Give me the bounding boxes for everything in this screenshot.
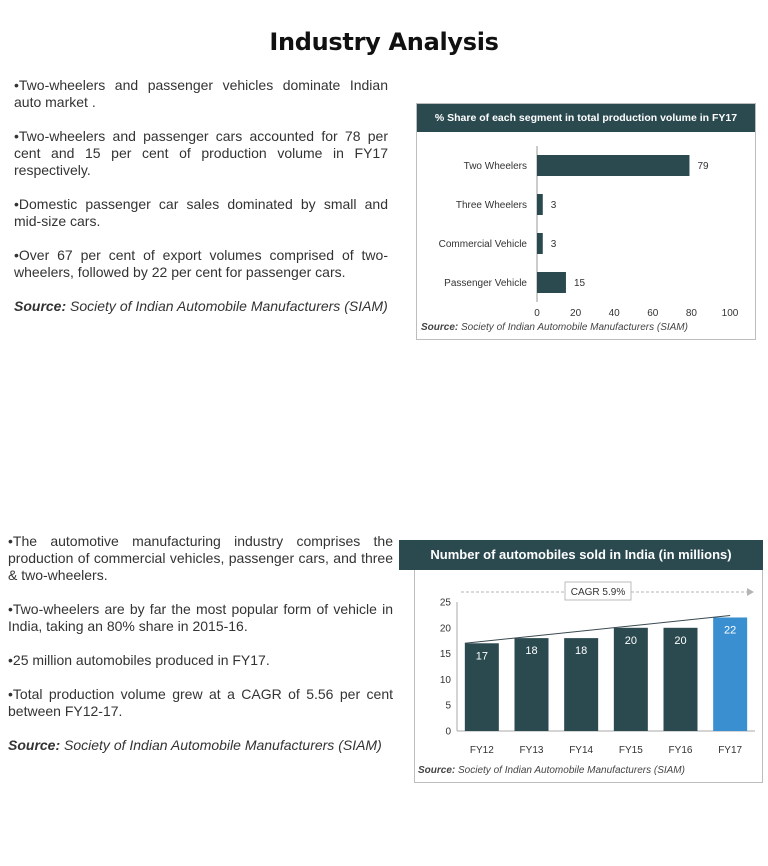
section1-bullet-1: • Two-wheelers and passenger vehicles dominate Indian auto market . bbox=[14, 77, 388, 111]
chart1-bar bbox=[537, 155, 689, 176]
chart2-x-tick-label: FY14 bbox=[569, 745, 594, 756]
section2-bullet-1: • The automotive manufacturing industry comprises the production of commercial vehicles, passenger cars, and three & two-wheelers. bbox=[8, 533, 393, 584]
chart2-cagr-arrow-icon bbox=[747, 588, 754, 596]
chart2-y-tick-label: 25 bbox=[439, 597, 451, 609]
chart2-data-label: 18 bbox=[575, 645, 588, 658]
chart2-y-tick-label: 20 bbox=[439, 623, 451, 635]
chart2-source bbox=[418, 765, 685, 776]
chart1-plot bbox=[417, 132, 755, 322]
chart2-data-label: 20 bbox=[674, 634, 687, 647]
chart2-x-tick-label: FY16 bbox=[668, 745, 693, 756]
chart2-data-label: 22 bbox=[724, 624, 737, 637]
chart1-x-tick-label: 20 bbox=[570, 308, 582, 319]
chart1-source-label: Source: bbox=[421, 322, 459, 333]
chart2-y-tick-label: 15 bbox=[439, 649, 451, 661]
chart2-y-tick-label: 5 bbox=[445, 700, 451, 712]
chart1-category-label: Passenger Vehicle bbox=[444, 278, 527, 289]
chart2-plot bbox=[415, 570, 763, 762]
chart1-x-tick-label: 60 bbox=[647, 308, 659, 319]
section2-source-text: Society of Indian Automobile Manufacturers (SIAM) bbox=[64, 737, 382, 753]
chart1-data-label: 79 bbox=[697, 161, 709, 172]
section2-text bbox=[8, 533, 393, 771]
section1-bullet-3: • Domestic passenger car sales dominated by small and mid-size cars. bbox=[14, 196, 388, 230]
section2-source-label: Source: bbox=[8, 737, 61, 753]
chart1-data-label: 3 bbox=[550, 239, 557, 250]
chart2-data-label: 20 bbox=[624, 634, 637, 647]
chart1-x-tick-label: 80 bbox=[685, 308, 697, 319]
chart2-x-tick-label: FY17 bbox=[718, 745, 743, 756]
section2-bullet-4: • Total production volume grew at a CAGR of 5.56 per cent between FY12-17. bbox=[8, 686, 393, 720]
chart1-x-tick-label: 0 bbox=[534, 308, 540, 319]
chart1-bar bbox=[537, 233, 543, 254]
chart1-bar bbox=[537, 194, 543, 215]
chart1-bar bbox=[537, 272, 566, 293]
chart1-category-label: Two Wheelers bbox=[463, 161, 527, 172]
section1-source-text: Society of Indian Automobile Manufacturers (SIAM) bbox=[70, 298, 388, 314]
chart2-x-tick-label: FY12 bbox=[469, 745, 494, 756]
chart2-cagr-annotation: CAGR 5.9% bbox=[570, 587, 626, 598]
chart2-x-tick-label: FY15 bbox=[618, 745, 643, 756]
section1-source bbox=[14, 298, 388, 315]
chart1-source bbox=[421, 322, 688, 333]
chart2-y-tick-label: 0 bbox=[445, 726, 451, 738]
section1-bullet-4: • Over 67 per cent of export volumes comprised of two-wheelers, followed by 22 per cent for passenger cars. bbox=[14, 247, 388, 281]
automobiles-sold-chart bbox=[399, 540, 763, 783]
page-title: Industry Analysis bbox=[269, 28, 499, 56]
section2-bullet-3: • 25 million automobiles produced in FY17. bbox=[8, 652, 393, 669]
chart1-data-label: 15 bbox=[573, 278, 586, 289]
chart1-source-text: Society of Indian Automobile Manufacturers (SIAM) bbox=[461, 322, 688, 333]
chart1-category-label: Commercial Vehicle bbox=[438, 239, 527, 250]
section2-bullet-2: • Two-wheelers are by far the most popular form of vehicle in India, taking an 80% share in 2015-16. bbox=[8, 601, 393, 635]
section1-bullet-2: • Two-wheelers and passenger cars accounted for 78 per cent and 15 per cent of production volume in FY17 respectively. bbox=[14, 128, 388, 179]
chart2-source-label: Source: bbox=[418, 765, 456, 776]
section2-source bbox=[8, 737, 393, 754]
chart2-data-label: 17 bbox=[475, 650, 488, 663]
section1-source-label: Source: bbox=[14, 298, 67, 314]
chart2-y-tick-label: 10 bbox=[439, 674, 451, 686]
chart2-data-label: 18 bbox=[525, 645, 538, 658]
chart1-x-tick-label: 100 bbox=[721, 308, 739, 319]
chart1-category-label: Three Wheelers bbox=[455, 200, 527, 211]
chart2-title: Number of automobiles sold in India (in millions) bbox=[399, 540, 763, 570]
chart1-data-label: 3 bbox=[550, 200, 557, 211]
chart1-title: % Share of each segment in total production volume in FY17 bbox=[417, 104, 755, 132]
section1-text bbox=[14, 77, 388, 332]
segment-share-chart bbox=[416, 103, 756, 340]
chart2-source-text: Society of Indian Automobile Manufacturers (SIAM) bbox=[458, 765, 685, 776]
chart2-x-tick-label: FY13 bbox=[519, 745, 544, 756]
chart1-x-tick-label: 40 bbox=[608, 308, 620, 319]
